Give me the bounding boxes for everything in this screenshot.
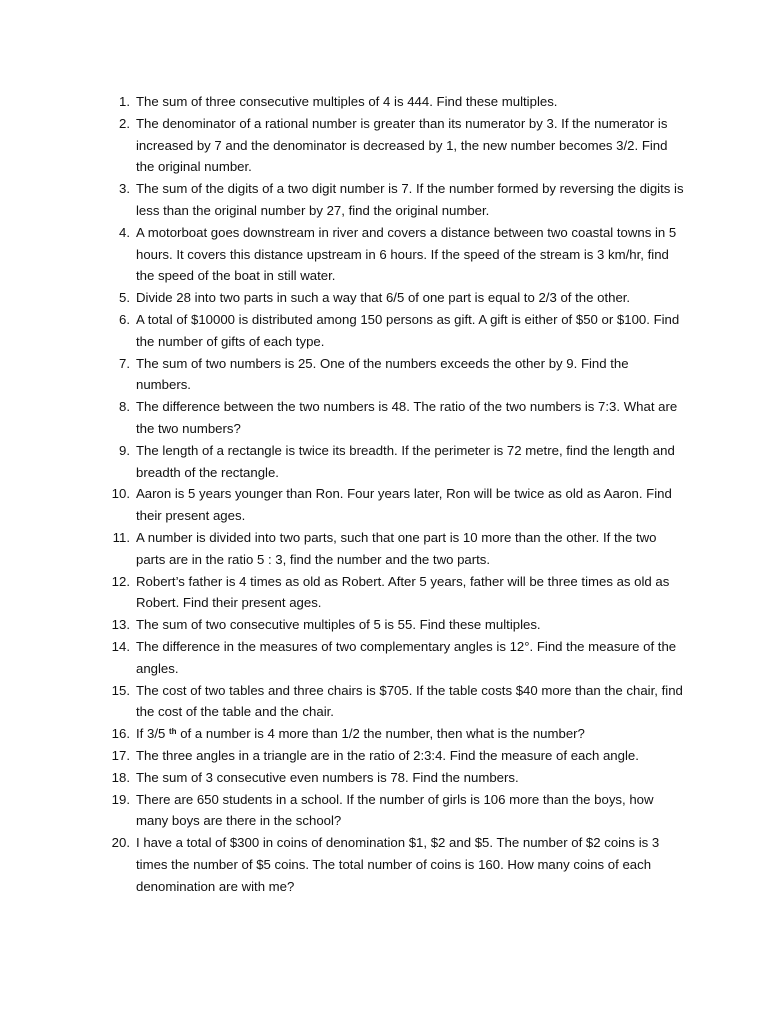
question-number: 3. (119, 181, 130, 197)
question-number: 8. (119, 399, 130, 415)
question-number: 11. (112, 529, 130, 545)
question-number: 14. (111, 638, 130, 654)
question-number: 9. (119, 442, 130, 458)
question-number: 1. (119, 94, 130, 109)
question-text: The sum of two numbers is 25. One of the numbers exceeds the other by 9. Find the numbers. (136, 355, 629, 393)
question-item (104, 767, 684, 789)
question-item (104, 832, 684, 897)
question-number: 18. (111, 769, 130, 785)
question-item (104, 396, 684, 440)
question-item (104, 309, 684, 353)
question-item (104, 571, 684, 615)
question-text (136, 723, 684, 745)
question-number: 19. (111, 791, 130, 807)
question-text: I have a total of $300 in coins of denomination $1, $2 and $5. The number of $2 coins is 3 times the number of $5 coins. The total number of coins is 160. How many coins of each denomination are with me? (136, 835, 660, 894)
question-item (104, 287, 684, 309)
question-text: There are 650 students in a school. If the number of girls is 106 more than the boys, how many boys are there in the school? (136, 791, 654, 829)
question-number: 15. (111, 682, 130, 698)
question-item (104, 483, 684, 527)
question-number: 17. (111, 747, 130, 763)
question-number: 5. (119, 290, 130, 306)
question-item (104, 789, 684, 833)
question-item (104, 222, 684, 287)
question-item (104, 745, 684, 767)
superscript-th: th (169, 727, 177, 737)
question-text-part: of a number is 4 more than 1/2 the number, then what is the number? (176, 726, 585, 742)
question-text: The cost of two tables and three chairs is $705. If the table costs $40 more than the chair, find the cost of the table and the chair. (136, 682, 683, 720)
question-item (104, 723, 684, 745)
question-text: A number is divided into two parts, such that one part is 10 more than the other. If the two parts are in the ratio 5 : 3, find the number and the two parts. (136, 529, 657, 567)
question-text: The difference in the measures of two complementary angles is 12°. Find the measure of the angles. (136, 638, 677, 676)
question-text: The sum of 3 consecutive even numbers is 78. Find the numbers. (136, 769, 519, 785)
question-text: Robert’s father is 4 times as old as Robert. After 5 years, father will be three times as old as Robert. Find their present ages. (136, 573, 670, 611)
question-number: 10. (111, 486, 130, 502)
question-list (104, 91, 684, 897)
question-number: 7. (119, 355, 130, 371)
question-text: The length of a rectangle is twice its breadth. If the perimeter is 72 metre, find the length and breadth of the rectangle. (136, 442, 675, 480)
question-number: 2. (119, 115, 130, 131)
question-item (104, 614, 684, 636)
question-item (104, 527, 684, 571)
question-number: 13. (111, 617, 130, 633)
question-number: 20. (111, 835, 130, 851)
question-item (104, 440, 684, 484)
question-text: The three angles in a triangle are in the ratio of 2:3:4. Find the measure of each angle. (136, 747, 639, 763)
question-number: 4. (119, 224, 130, 240)
question-text: The difference between the two numbers is 48. The ratio of the two numbers is 7:3. What are the two numbers? (136, 399, 678, 436)
question-number: 12. (111, 573, 130, 589)
question-item (104, 91, 684, 113)
question-text: Divide 28 into two parts in such a way that 6/5 of one part is equal to 2/3 of the other. (136, 290, 631, 306)
question-item (104, 680, 684, 724)
question-item (104, 636, 684, 680)
question-item (104, 113, 684, 178)
question-text: A motorboat goes downstream in river and covers a distance between two coastal towns in 5 hours. It covers this distance upstream in 6 hours. If the speed of the stream is 3 km/hr, find the speed of the boat in still water. (136, 224, 677, 284)
question-number: 6. (119, 311, 130, 327)
question-number: 16. (111, 726, 130, 742)
question-text: Aaron is 5 years younger than Ron. Four years later, Ron will be twice as old as Aaron. Find their present ages. (136, 486, 672, 524)
question-text: The sum of the digits of a two digit number is 7. If the number formed by reversing the digits is less than the original number by 27, find the original number. (136, 181, 684, 218)
question-text: The denominator of a rational number is greater than its numerator by 3. If the numerator is increased by 7 and the denominator is decreased by 1, the new number becomes 3/2. Find the original number. (136, 115, 668, 175)
question-text: The sum of three consecutive multiples of 4 is 444. Find these multiples. (136, 94, 558, 109)
question-item (104, 353, 684, 397)
question-text: A total of $10000 is distributed among 150 persons as gift. A gift is either of $50 or $100. Find the number of gifts of each type. (136, 311, 680, 349)
question-text-part: If 3/5 (136, 726, 169, 742)
question-item (104, 178, 684, 222)
question-text: The sum of two consecutive multiples of 5 is 55. Find these multiples. (136, 617, 541, 633)
